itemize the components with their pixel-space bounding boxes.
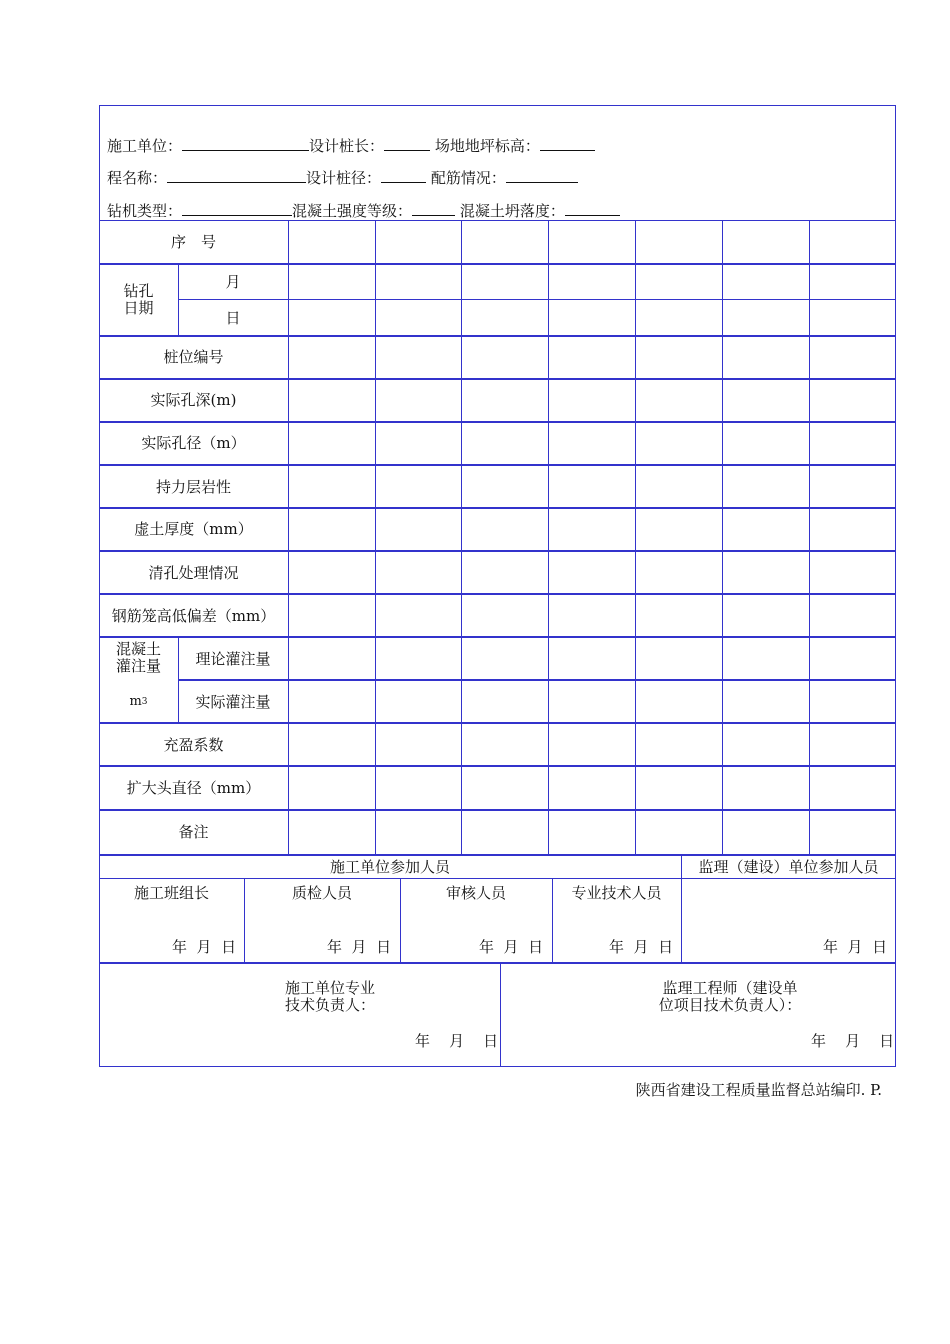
- project-name-label: 程名称：: [107, 169, 168, 187]
- row-label-cage-deviation: 钢筋笼高低偏差（mm）: [111, 607, 276, 625]
- supervision-engineer-date: 年 月 日: [811, 1032, 895, 1050]
- slump-label: 混凝土坍落度：: [459, 202, 565, 220]
- ground-level-label: 场地地坪标高：: [434, 137, 540, 155]
- publisher-footer: 陕西省建设工程质量监督总站编印. P.: [635, 1081, 882, 1099]
- rig-type-label: 钻机类型：: [107, 202, 183, 220]
- construction-unit-label: 施工单位：: [107, 137, 183, 155]
- supervision-engineer-label: 监理工程师（建设单 位项目技术负责人）：: [658, 979, 802, 1014]
- row-label-actual-depth: 实际孔深(m): [150, 391, 237, 409]
- row-label-bearing-rock: 持力层岩性: [155, 478, 231, 496]
- tech-staff-label: 专业技术人员: [571, 884, 662, 902]
- row-label-hole-cleaning: 清孔处理情况: [148, 564, 239, 582]
- construction-participants-title: 施工单位参加人员: [329, 858, 450, 876]
- row-label-drill-date: 钻孔 日期: [123, 282, 154, 317]
- row-label-remarks: 备注: [178, 823, 209, 841]
- row-label-seq: 序 号: [170, 233, 216, 251]
- row-label-concrete-volume: 混凝土 灌注量: [115, 640, 161, 675]
- team-leader-date: 年 月 日: [172, 938, 237, 956]
- construction-tech-lead-date: 年 月 日: [415, 1032, 499, 1050]
- supervision-date: 年 月 日: [823, 938, 888, 956]
- tech-staff-date: 年 月 日: [609, 938, 674, 956]
- row-label-filling-coef: 充盈系数: [163, 736, 224, 754]
- concrete-grade-label: 混凝土强度等级：: [292, 202, 413, 220]
- construction-tech-lead-label: 施工单位专业 技术负责人：: [284, 979, 375, 1014]
- row-label-loose-soil: 虚土厚度（mm）: [134, 520, 253, 538]
- row-label-actual-volume: 实际灌注量: [195, 693, 271, 711]
- team-leader-label: 施工班组长: [133, 884, 209, 902]
- row-label-theory-volume: 理论灌注量: [195, 650, 271, 668]
- reviewer-date: 年 月 日: [479, 938, 544, 956]
- supervision-participants-title: 监理（建设）单位参加人员: [698, 858, 879, 876]
- design-pile-length-label: 设计桩长：: [309, 137, 385, 155]
- row-label-day: 日: [225, 309, 241, 327]
- row-label-month: 月: [225, 273, 241, 291]
- row-label-actual-diameter: 实际孔径（m）: [141, 434, 246, 452]
- reviewer-label: 审核人员: [445, 884, 506, 902]
- quality-inspector-label: 质检人员: [291, 884, 352, 902]
- row-label-enlarged-diameter: 扩大头直径（mm）: [126, 779, 261, 797]
- quality-inspector-date: 年 月 日: [327, 938, 392, 956]
- design-pile-diameter-label: 设计桩径：: [306, 169, 382, 187]
- rebar-label: 配筋情况：: [430, 169, 506, 187]
- row-label-unit: $m^3$: [129, 694, 148, 709]
- row-label-pile-no: 桩位编号: [163, 348, 224, 366]
